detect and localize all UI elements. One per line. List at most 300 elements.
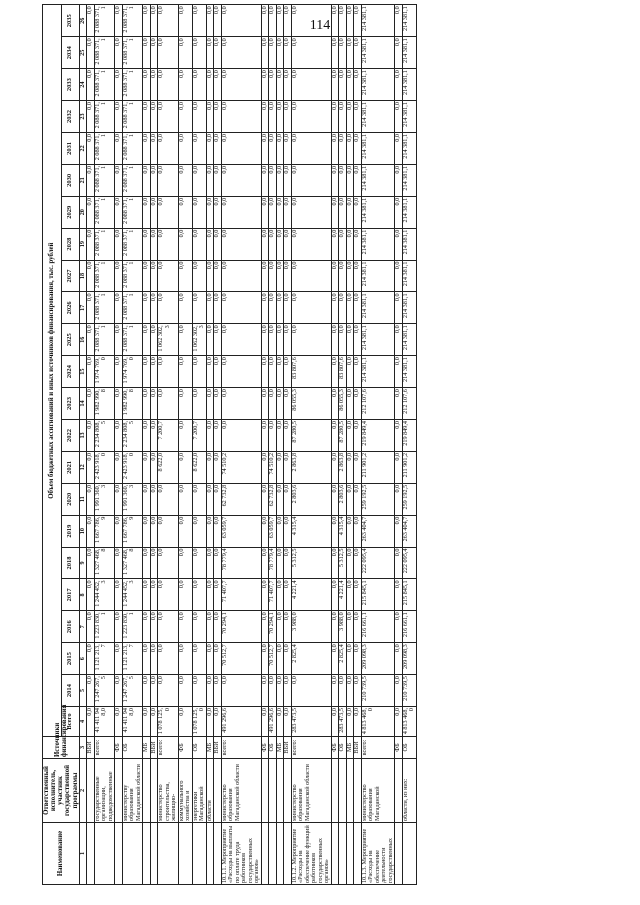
year-value-cell: 0,0	[276, 675, 284, 707]
executor-cell	[395, 759, 403, 823]
year-value-cell: 1 982 990,8	[94, 388, 115, 420]
year-value-cell: 0,0	[395, 611, 403, 643]
year-value-cell: 0,0	[206, 37, 214, 69]
year-value-cell: 214 381,1	[361, 228, 395, 260]
year-value-cell: 0,0	[269, 101, 277, 133]
name-column-header: Наименование	[43, 823, 80, 885]
total-cell: 0,0	[261, 707, 269, 737]
year-value-cell: 0,0	[261, 260, 269, 292]
year-value-cell: 0,0	[276, 37, 284, 69]
year-value-cell: 214 381,1	[361, 164, 395, 196]
year-value-cell: 0,0	[214, 324, 222, 356]
year-value-cell: 0,0	[261, 5, 269, 37]
year-value-cell: 0,0	[150, 356, 158, 388]
executor-cell	[331, 759, 339, 823]
column-index: 20	[79, 196, 87, 228]
year-value-cell: 1 121 213,7	[94, 643, 115, 675]
year-value-cell: 78 779,4	[221, 547, 261, 579]
year-value-cell: 0,0	[143, 101, 151, 133]
activity-name-cell	[150, 823, 158, 885]
year-value-cell: 0,0	[276, 515, 284, 547]
year-value-cell: 211 901,2	[402, 451, 416, 483]
year-value-cell: 0,0	[291, 292, 331, 324]
source-cell: ФБ	[261, 737, 269, 759]
year-value-cell: 0,0	[331, 451, 339, 483]
total-cell: 1 078 125,0	[158, 707, 179, 737]
year-column-header: 2031	[61, 132, 79, 164]
year-value-cell: 0,0	[331, 292, 339, 324]
total-cell: 0,0	[143, 707, 151, 737]
year-value-cell: 0,0	[143, 579, 151, 611]
volume-title: Объем бюджетных ассигнований и иных источников финансирования, тыс. рублей	[43, 5, 62, 737]
year-value-cell: 0,0	[158, 164, 179, 196]
year-value-cell: 0,0	[261, 37, 269, 69]
year-value-cell: 0,0	[331, 547, 339, 579]
source-cell: МБ	[143, 737, 151, 759]
column-index: 2	[79, 759, 87, 823]
year-value-cell: 0,0	[192, 164, 206, 196]
year-value-cell: 2 234 808,5	[122, 419, 143, 451]
source-cell: всего:	[158, 737, 179, 759]
year-value-cell: 0,0	[284, 419, 292, 451]
year-value-cell: 1 667 786,9	[122, 515, 143, 547]
year-value-cell: 0,0	[214, 419, 222, 451]
year-value-cell: 0,0	[87, 356, 95, 388]
year-value-cell: 0,0	[158, 675, 179, 707]
year-value-cell: 0,0	[346, 547, 354, 579]
column-index: 8	[79, 579, 87, 611]
year-value-cell: 0,0	[87, 547, 95, 579]
year-value-cell: 1 667 786,9	[94, 515, 115, 547]
year-value-cell: 0,0	[178, 37, 192, 69]
year-value-cell: 0,0	[276, 196, 284, 228]
year-value-cell: 0,0	[206, 579, 214, 611]
year-value-cell: 0,0	[206, 483, 214, 515]
year-value-cell: 0,0	[178, 132, 192, 164]
year-value-cell: 71 407,7	[221, 579, 261, 611]
year-value-cell: 0,0	[221, 101, 261, 133]
year-value-cell: 0,0	[206, 69, 214, 101]
year-value-cell: 0,0	[395, 579, 403, 611]
year-value-cell: 0,0	[346, 515, 354, 547]
year-value-cell: 0,0	[206, 164, 214, 196]
year-value-cell: 1 974 769,0	[122, 356, 143, 388]
year-value-cell: 0,0	[346, 5, 354, 37]
year-value-cell: 8 622,0	[192, 451, 206, 483]
year-value-cell: 0,0	[261, 643, 269, 675]
year-value-cell: 0,0	[339, 324, 347, 356]
year-value-cell: 7 200,7	[158, 419, 179, 451]
year-value-cell: 0,0	[346, 419, 354, 451]
year-value-cell: 0,0	[214, 164, 222, 196]
column-index: 5	[79, 675, 87, 707]
year-value-cell: 0,0	[276, 164, 284, 196]
year-value-cell: 0,0	[346, 388, 354, 420]
year-value-cell: 0,0	[158, 196, 179, 228]
year-value-cell: 0,0	[284, 451, 292, 483]
year-value-cell: 4 315,4	[291, 515, 331, 547]
year-value-cell: 70 294,1	[221, 611, 261, 643]
year-value-cell: 0,0	[192, 260, 206, 292]
year-value-cell: 0,0	[150, 5, 158, 37]
year-value-cell: 214 381,1	[402, 37, 416, 69]
year-value-cell: 0,0	[339, 228, 347, 260]
year-value-cell: 0,0	[143, 356, 151, 388]
total-cell: 1 078 125,0	[192, 707, 206, 737]
year-value-cell: 0,0	[192, 5, 206, 37]
activity-name-cell: 10.1.3. Мероприятие «Расходы на обеспечение деятельности государственных	[361, 823, 395, 885]
year-value-cell: 0,0	[221, 675, 261, 707]
total-cell: 41 411 948,0	[122, 707, 143, 737]
source-cell: всего:	[361, 737, 395, 759]
year-value-cell: 0,0	[178, 547, 192, 579]
year-value-cell: 0,0	[143, 37, 151, 69]
year-value-cell: 0,0	[339, 37, 347, 69]
year-value-cell: 0,0	[395, 101, 403, 133]
year-value-cell: 0,0	[284, 643, 292, 675]
activity-name-cell	[94, 823, 115, 885]
year-value-cell: 0,0	[87, 260, 95, 292]
year-value-cell: 0,0	[291, 37, 331, 69]
year-value-cell: 2 825,4	[291, 643, 331, 675]
source-cell: ФБ	[331, 737, 339, 759]
activity-name-cell	[331, 823, 339, 885]
year-value-cell: 0,0	[206, 419, 214, 451]
year-value-cell: 2 088 371,1	[122, 164, 143, 196]
executor-cell: коммунального хозяйства и	[178, 759, 192, 823]
year-value-cell: 0,0	[115, 483, 123, 515]
year-value-cell: 0,0	[192, 675, 206, 707]
year-value-cell: 0,0	[284, 611, 292, 643]
activity-name-cell	[284, 823, 292, 885]
year-value-cell: 70 512,7	[221, 643, 261, 675]
year-value-cell: 0,0	[291, 260, 331, 292]
year-value-cell: 0,0	[261, 69, 269, 101]
year-value-cell: 0,0	[395, 37, 403, 69]
year-value-cell: 2 088 371,1	[122, 132, 143, 164]
year-value-cell: 0,0	[339, 196, 347, 228]
source-column-header: Источники финансирования	[43, 737, 80, 759]
column-index: 21	[79, 164, 87, 196]
year-value-cell: 0,0	[261, 515, 269, 547]
table-row	[354, 5, 362, 885]
year-value-cell: 0,0	[150, 69, 158, 101]
year-value-cell: 0,0	[87, 483, 95, 515]
year-value-cell: 0,0	[354, 196, 362, 228]
year-value-cell: 0,0	[269, 356, 277, 388]
year-value-cell: 0,0	[261, 324, 269, 356]
year-value-cell: 0,0	[192, 101, 206, 133]
year-value-cell: 0,0	[158, 69, 179, 101]
year-value-cell: 0,0	[143, 547, 151, 579]
year-value-cell: 0,0	[395, 324, 403, 356]
year-value-cell: 0,0	[284, 228, 292, 260]
year-value-cell: 0,0	[87, 388, 95, 420]
year-value-cell: 0,0	[206, 260, 214, 292]
year-value-cell: 0,0	[276, 611, 284, 643]
year-column-header: 2021	[61, 451, 79, 483]
year-value-cell: 0,0	[221, 196, 261, 228]
year-value-cell: 0,0	[214, 356, 222, 388]
year-value-cell: 0,0	[143, 292, 151, 324]
year-value-cell: 0,0	[115, 69, 123, 101]
source-cell: МБ	[276, 737, 284, 759]
page-number: 114	[309, 18, 331, 33]
table-row	[214, 5, 222, 885]
activity-name-cell	[192, 823, 206, 885]
year-value-cell: 0,0	[158, 101, 179, 133]
year-value-cell: 0,0	[192, 579, 206, 611]
year-value-cell: 0,0	[276, 5, 284, 37]
year-value-cell: 0,0	[214, 260, 222, 292]
year-value-cell: 0,0	[395, 69, 403, 101]
year-value-cell: 214 381,1	[402, 132, 416, 164]
year-value-cell: 0,0	[206, 292, 214, 324]
year-value-cell: 0,0	[261, 101, 269, 133]
year-value-cell: 0,0	[150, 132, 158, 164]
activity-name-cell	[346, 823, 354, 885]
year-value-cell: 0,0	[178, 451, 192, 483]
year-value-cell: 71 407,7	[269, 579, 277, 611]
year-value-cell: 0,0	[395, 547, 403, 579]
year-value-cell: 0,0	[143, 196, 151, 228]
year-value-cell: 263 404,7	[402, 515, 416, 547]
year-value-cell: 0,0	[395, 196, 403, 228]
activity-name-cell	[214, 823, 222, 885]
year-value-cell: 0,0	[206, 451, 214, 483]
year-value-cell: 0,0	[261, 228, 269, 260]
year-value-cell: 0,0	[178, 643, 192, 675]
year-column-header: 2022	[61, 419, 79, 451]
total-cell: 0,0	[87, 707, 95, 737]
year-column-header: 2024	[61, 356, 79, 388]
year-value-cell: 0,0	[87, 515, 95, 547]
year-value-cell: 0,0	[87, 292, 95, 324]
year-value-cell: 0,0	[214, 196, 222, 228]
year-value-cell: 2 088 371,1	[94, 69, 115, 101]
year-value-cell: 4 221,4	[339, 579, 347, 611]
year-value-cell: 0,0	[214, 643, 222, 675]
table-row	[87, 5, 95, 885]
year-value-cell: 0,0	[284, 196, 292, 228]
year-value-cell: 0,0	[354, 675, 362, 707]
year-value-cell: 0,0	[269, 164, 277, 196]
year-value-cell: 2 088 371,1	[122, 69, 143, 101]
year-value-cell: 0,0	[276, 643, 284, 675]
year-value-cell: 0,0	[346, 324, 354, 356]
year-value-cell: 0,0	[291, 132, 331, 164]
year-value-cell: 0,0	[331, 260, 339, 292]
year-value-cell: 0,0	[143, 388, 151, 420]
column-index: 16	[79, 324, 87, 356]
year-value-cell: 0,0	[221, 228, 261, 260]
year-value-cell: 83 807,6	[339, 356, 347, 388]
year-value-cell: 0,0	[158, 579, 179, 611]
year-value-cell: 0,0	[331, 643, 339, 675]
year-value-cell: 0,0	[214, 5, 222, 37]
source-cell: ФБ	[395, 737, 403, 759]
year-value-cell: 214 381,1	[361, 292, 395, 324]
activity-name-cell	[261, 823, 269, 885]
table-row	[361, 5, 395, 885]
year-value-cell: 0,0	[115, 260, 123, 292]
source-cell: ФБ	[178, 737, 192, 759]
year-value-cell: 0,0	[158, 260, 179, 292]
year-value-cell: 0,0	[158, 5, 179, 37]
table-row	[158, 5, 179, 885]
total-cell: 0,0	[284, 707, 292, 737]
year-value-cell: 0,0	[261, 579, 269, 611]
year-value-cell: 0,0	[221, 292, 261, 324]
year-value-cell: 214 381,1	[402, 228, 416, 260]
year-column-header: 2018	[61, 547, 79, 579]
year-value-cell: 0,0	[115, 643, 123, 675]
year-value-cell: 212 107,6	[402, 388, 416, 420]
year-value-cell: 0,0	[214, 579, 222, 611]
year-value-cell: 0,0	[339, 132, 347, 164]
year-value-cell: 0,0	[291, 675, 331, 707]
year-value-cell: 0,0	[261, 388, 269, 420]
year-value-cell: 0,0	[354, 5, 362, 37]
year-value-cell: 2 088 371,1	[122, 228, 143, 260]
executor-cell	[261, 759, 269, 823]
year-value-cell: 2 825,4	[339, 643, 347, 675]
column-index: 12	[79, 451, 87, 483]
year-value-cell: 0,0	[178, 164, 192, 196]
activity-name-cell	[276, 823, 284, 885]
executor-cell: министерству образования Магаданской области	[122, 759, 143, 823]
source-cell: ФБ	[115, 737, 123, 759]
year-value-cell: 0,0	[269, 292, 277, 324]
table-row	[178, 5, 192, 885]
year-value-cell: 0,0	[150, 228, 158, 260]
year-value-cell: 0,0	[150, 37, 158, 69]
year-value-cell: 1 121 213,7	[122, 643, 143, 675]
year-value-cell: 0,0	[269, 675, 277, 707]
year-value-cell: 0,0	[269, 228, 277, 260]
year-value-cell: 1 327 468,8	[94, 547, 115, 579]
year-value-cell: 0,0	[206, 611, 214, 643]
year-value-cell: 2 088 371,1	[122, 260, 143, 292]
total-cell: 4 813 468,0	[361, 707, 395, 737]
year-value-cell: 0,0	[192, 69, 206, 101]
year-value-cell: 2 088 371,1	[94, 260, 115, 292]
total-cell: 0,0	[178, 707, 192, 737]
source-cell: ОБ	[122, 737, 143, 759]
year-value-cell: 214 381,1	[402, 292, 416, 324]
year-value-cell: 0,0	[214, 675, 222, 707]
year-value-cell: 1 991 360,3	[122, 483, 143, 515]
year-value-cell: 0,0	[395, 451, 403, 483]
activity-name-cell	[87, 823, 95, 885]
year-column-header: 2017	[61, 579, 79, 611]
year-value-cell: 0,0	[284, 260, 292, 292]
year-value-cell: 214 381,1	[361, 260, 395, 292]
year-value-cell: 214 381,1	[402, 5, 416, 37]
year-value-cell: 0,0	[346, 643, 354, 675]
total-cell: 0,0	[206, 707, 214, 737]
year-value-cell: 1 062 302,3	[158, 324, 179, 356]
year-value-cell: 86 055,3	[339, 388, 347, 420]
year-value-cell: 0,0	[354, 101, 362, 133]
year-value-cell: 0,0	[214, 388, 222, 420]
year-value-cell: 0,0	[214, 101, 222, 133]
year-value-cell: 0,0	[339, 260, 347, 292]
year-value-cell: 0,0	[276, 324, 284, 356]
year-value-cell: 0,0	[284, 292, 292, 324]
year-value-cell: 0,0	[206, 324, 214, 356]
source-cell: ОБ	[339, 737, 347, 759]
year-value-cell: 0,0	[331, 515, 339, 547]
year-value-cell: 63 059,7	[221, 515, 261, 547]
executor-cell: министерство образования Магаданской области	[291, 759, 331, 823]
year-value-cell: 211 901,2	[361, 451, 395, 483]
year-value-cell: 0,0	[339, 292, 347, 324]
year-value-cell: 70 294,1	[269, 611, 277, 643]
column-index: 23	[79, 101, 87, 133]
activity-name-cell	[402, 823, 416, 885]
column-index: 18	[79, 260, 87, 292]
year-value-cell: 0,0	[143, 675, 151, 707]
year-value-cell: 210 739,5	[361, 675, 395, 707]
year-value-cell: 2 088 371,1	[94, 132, 115, 164]
year-value-cell: 0,0	[346, 483, 354, 515]
source-cell: ВБИ	[354, 737, 362, 759]
executor-column-header: Ответственный исполнитель, участник государственной программы	[43, 759, 80, 823]
year-value-cell: 222 095,4	[361, 547, 395, 579]
year-value-cell: 0,0	[346, 132, 354, 164]
year-value-cell: 0,0	[214, 451, 222, 483]
activity-name-cell	[206, 823, 214, 885]
year-value-cell: 2 088 371,1	[122, 5, 143, 37]
source-cell: МБ	[206, 737, 214, 759]
source-cell: ОБ	[402, 737, 416, 759]
executor-cell: государственные организации, подведомственные	[94, 759, 115, 823]
year-value-cell: 0,0	[269, 37, 277, 69]
year-value-cell: 0,0	[192, 228, 206, 260]
table-row	[192, 5, 206, 885]
year-value-cell: 0,0	[150, 643, 158, 675]
year-value-cell: 0,0	[346, 356, 354, 388]
year-value-cell: 216 661,1	[402, 611, 416, 643]
total-cell: 0,0	[276, 707, 284, 737]
table-row	[339, 5, 347, 885]
year-value-cell: 1 247 267,5	[94, 675, 115, 707]
total-cell: 491 296,6	[221, 707, 261, 737]
year-value-cell: 0,0	[354, 579, 362, 611]
year-value-cell: 0,0	[214, 483, 222, 515]
year-value-cell: 0,0	[192, 547, 206, 579]
year-value-cell: 0,0	[158, 228, 179, 260]
year-value-cell: 0,0	[291, 101, 331, 133]
year-value-cell: 0,0	[221, 324, 261, 356]
year-value-cell: 0,0	[87, 5, 95, 37]
year-value-cell: 0,0	[284, 69, 292, 101]
year-value-cell: 0,0	[354, 69, 362, 101]
year-value-cell: 214 381,1	[361, 196, 395, 228]
year-value-cell: 0,0	[346, 579, 354, 611]
year-value-cell: 0,0	[87, 101, 95, 133]
year-value-cell: 0,0	[291, 164, 331, 196]
column-index: 9	[79, 547, 87, 579]
year-value-cell: 0,0	[143, 228, 151, 260]
column-index: 24	[79, 69, 87, 101]
year-value-cell: 5 312,5	[291, 547, 331, 579]
year-value-cell: 0,0	[87, 611, 95, 643]
year-value-cell: 0,0	[395, 292, 403, 324]
column-index: 17	[79, 292, 87, 324]
year-value-cell: 0,0	[261, 675, 269, 707]
